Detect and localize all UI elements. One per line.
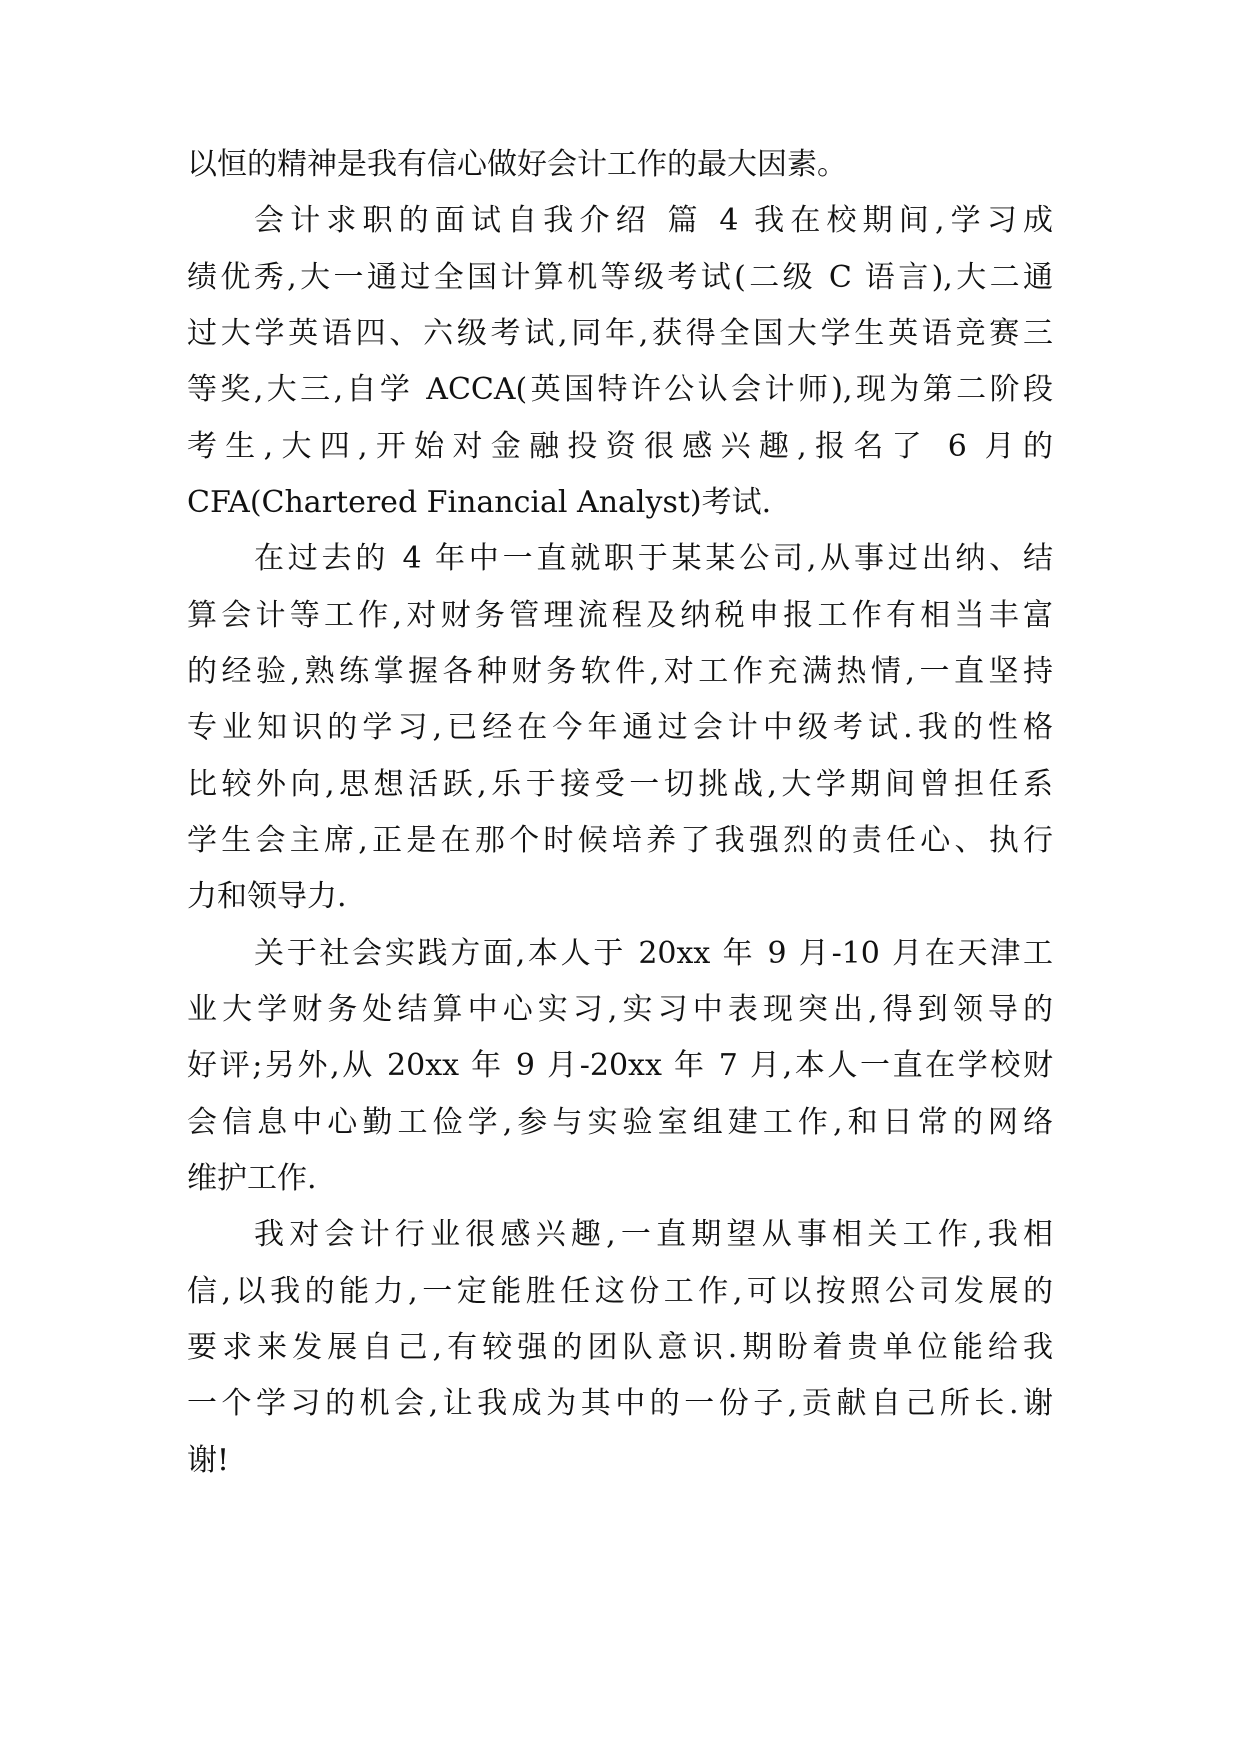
text-line-2: 会计求职的面试自我介绍 篇 4 我在校期间,学习成 bbox=[254, 203, 1053, 238]
text-line-21: 信,以我的能力,一定能胜任这份工作,可以按照公司发展的 bbox=[187, 1274, 1053, 1309]
text-line-18: 会信息中心勤工俭学,参与实验室组建工作,和日常的网络 bbox=[187, 1105, 1053, 1140]
text-line-8: 在过去的 4 年中一直就职于某某公司,从事过出纳、结 bbox=[254, 541, 1053, 576]
text-line-13: 学生会主席,正是在那个时候培养了我强烈的责任心、执行 bbox=[187, 823, 1053, 858]
text-line-19: 维护工作. bbox=[187, 1161, 317, 1196]
text-line-10: 的经验,熟练掌握各种财务软件,对工作充满热情,一直坚持 bbox=[187, 654, 1053, 689]
text-line-11: 专业知识的学习,已经在今年通过会计中级考试.我的性格 bbox=[187, 710, 1053, 745]
text-line-4: 过大学英语四、六级考试,同年,获得全国大学生英语竞赛三 bbox=[187, 316, 1053, 351]
text-line-15: 关于社会实践方面,本人于 20xx 年 9 月-10 月在天津工 bbox=[254, 936, 1053, 971]
text-line-22: 要求来发展自己,有较强的团队意识.期盼着贵单位能给我 bbox=[187, 1330, 1053, 1365]
text-line-1: 以恒的精神是我有信心做好会计工作的最大因素。 bbox=[187, 147, 847, 182]
text-line-5: 等奖,大三,自学 ACCA(英国特许公认会计师),现为第二阶段 bbox=[187, 372, 1053, 407]
text-line-16: 业大学财务处结算中心实习,实习中表现突出,得到领导的 bbox=[187, 992, 1053, 1027]
text-line-14: 力和领导力. bbox=[187, 879, 347, 914]
text-line-6: 考生,大四,开始对金融投资很感兴趣,报名了 6 月的 bbox=[187, 429, 1053, 464]
text-line-17: 好评;另外,从 20xx 年 9 月-20xx 年 7 月,本人一直在学校财 bbox=[187, 1048, 1053, 1083]
text-line-7: CFA(Chartered Financial Analyst)考试. bbox=[187, 485, 772, 520]
text-line-23: 一个学习的机会,让我成为其中的一份子,贡献自己所长.谢 bbox=[187, 1386, 1053, 1421]
text-line-12: 比较外向,思想活跃,乐于接受一切挑战,大学期间曾担任系 bbox=[187, 767, 1053, 802]
text-line-3: 绩优秀,大一通过全国计算机等级考试(二级 C 语言),大二通 bbox=[187, 260, 1053, 295]
text-line-9: 算会计等工作,对财务管理流程及纳税申报工作有相当丰富 bbox=[187, 598, 1053, 633]
text-line-24: 谢! bbox=[187, 1443, 230, 1478]
text-line-20: 我对会计行业很感兴趣,一直期望从事相关工作,我相 bbox=[254, 1217, 1053, 1252]
